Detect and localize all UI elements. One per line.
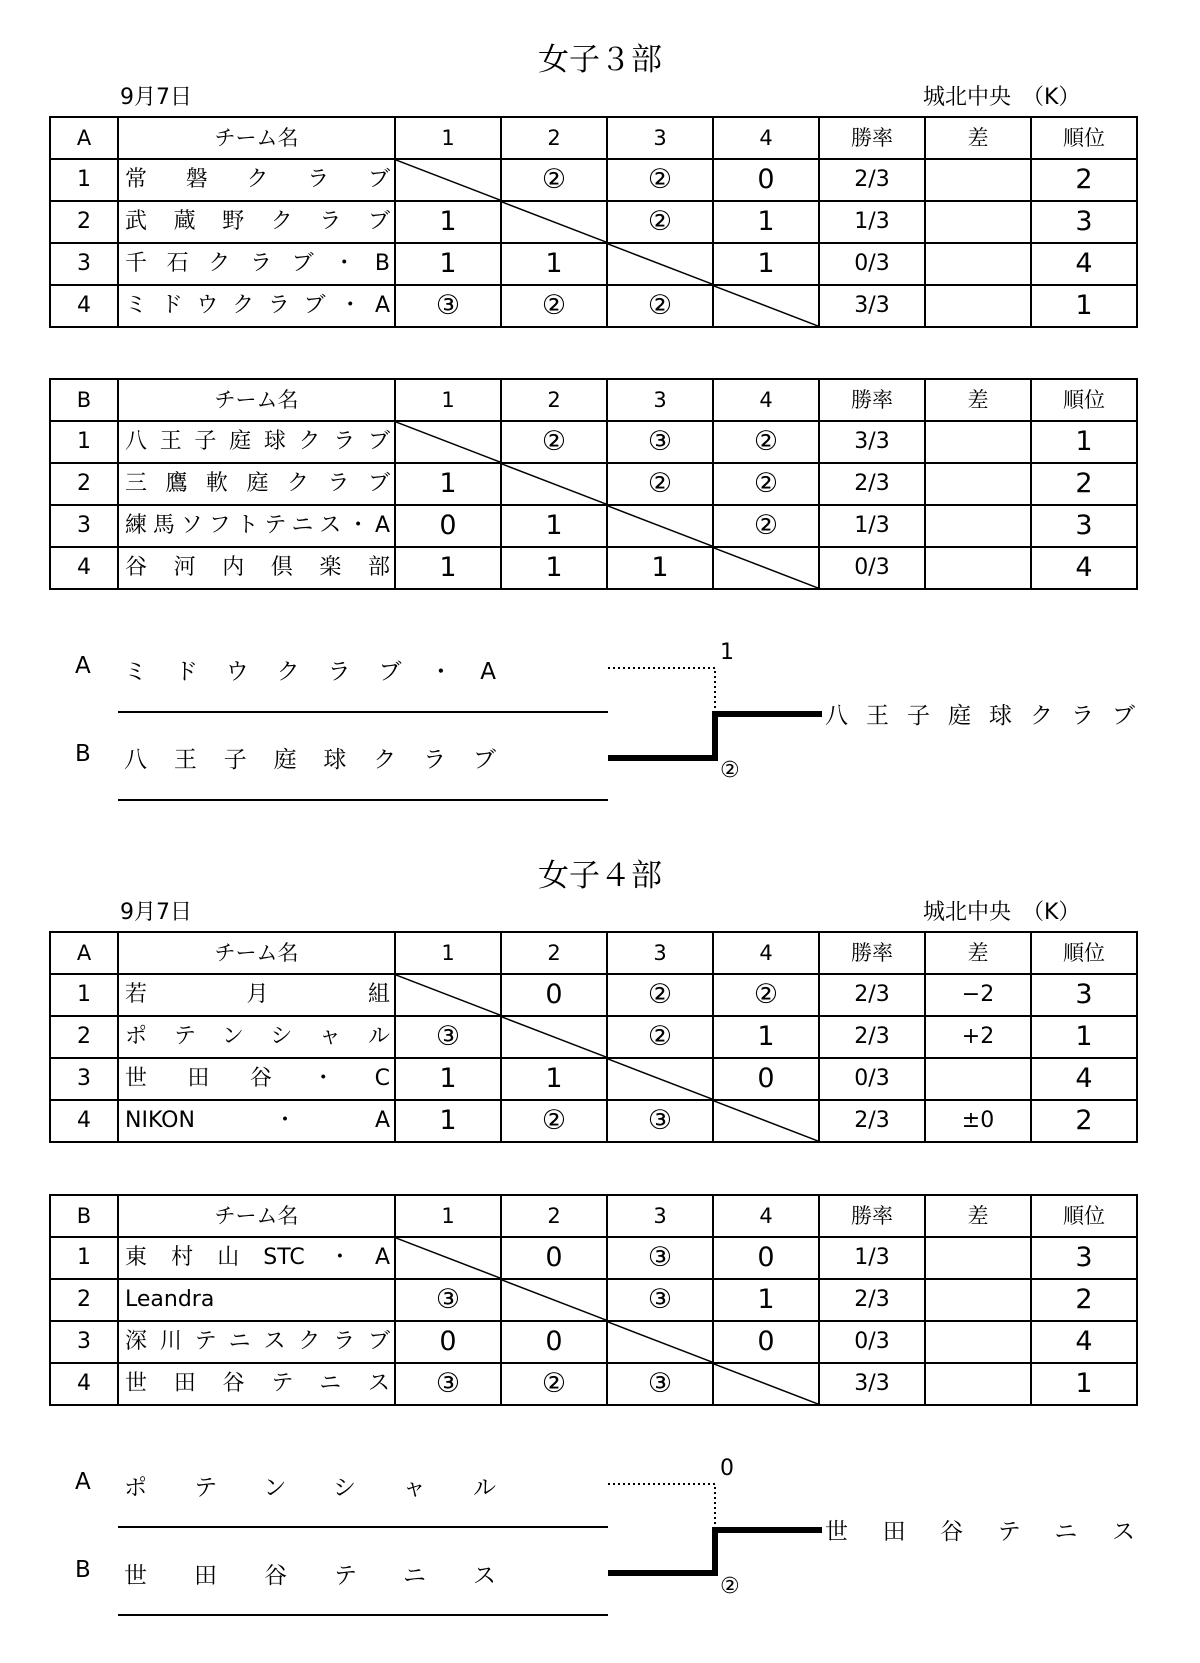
score-cell: ③ bbox=[395, 285, 501, 327]
team-name: 深川テニスクラブ bbox=[118, 1321, 395, 1363]
point-diff bbox=[925, 1058, 1031, 1100]
score-cell: ③ bbox=[607, 1363, 713, 1405]
final-a-label: A bbox=[75, 653, 91, 679]
team-name: 八王子庭球クラブ bbox=[118, 421, 395, 463]
score-cell: 1 bbox=[395, 201, 501, 243]
point-diff bbox=[925, 1363, 1031, 1405]
header-diff: 差 bbox=[925, 379, 1031, 421]
rank: 3 bbox=[1031, 201, 1137, 243]
header-col-1: 1 bbox=[395, 117, 501, 159]
header-col-4: 4 bbox=[713, 117, 819, 159]
final-b-label: B bbox=[75, 741, 91, 767]
rank: 1 bbox=[1031, 285, 1137, 327]
row-number: 4 bbox=[50, 1363, 118, 1405]
table-row bbox=[50, 1363, 1137, 1405]
score-cell: 1 bbox=[607, 547, 713, 589]
score-cell: 0 bbox=[713, 159, 819, 201]
header-rate: 勝率 bbox=[819, 379, 925, 421]
win-rate: 2/3 bbox=[819, 1016, 925, 1058]
diagonal-line bbox=[502, 1280, 606, 1320]
score-cell: ② bbox=[713, 505, 819, 547]
score-cell: 0 bbox=[395, 505, 501, 547]
score-cell: 1 bbox=[501, 547, 607, 589]
header-diff: 差 bbox=[925, 1195, 1031, 1237]
rank: 1 bbox=[1031, 1016, 1137, 1058]
row-number: 2 bbox=[50, 1279, 118, 1321]
table-row bbox=[50, 1100, 1137, 1142]
row-number: 1 bbox=[50, 974, 118, 1016]
score-cell: ② bbox=[501, 159, 607, 201]
point-diff bbox=[925, 1321, 1031, 1363]
header-team: チーム名 bbox=[118, 1195, 395, 1237]
group-label: A bbox=[50, 932, 118, 974]
row-number: 2 bbox=[50, 463, 118, 505]
rank: 2 bbox=[1031, 1100, 1137, 1142]
score-cell: 0 bbox=[713, 1321, 819, 1363]
score-cell: 1 bbox=[713, 243, 819, 285]
venue: 城北中央 （K） bbox=[923, 85, 1081, 110]
diagonal-line bbox=[608, 1322, 712, 1362]
score-cell: 1 bbox=[395, 463, 501, 505]
header-col-4: 4 bbox=[713, 1195, 819, 1237]
final-a-label: A bbox=[75, 1469, 91, 1495]
score-cell: ② bbox=[713, 421, 819, 463]
header-rate: 勝率 bbox=[819, 117, 925, 159]
win-rate: 2/3 bbox=[819, 1279, 925, 1321]
header-col-3: 3 bbox=[607, 379, 713, 421]
score-cell bbox=[713, 1100, 819, 1142]
header-diff: 差 bbox=[925, 117, 1031, 159]
win-rate: 3/3 bbox=[819, 1363, 925, 1405]
team-name: 武蔵野クラブ bbox=[118, 201, 395, 243]
table-row bbox=[50, 1321, 1137, 1363]
win-rate: 1/3 bbox=[819, 201, 925, 243]
score-cell: 0 bbox=[501, 1321, 607, 1363]
win-rate: 2/3 bbox=[819, 974, 925, 1016]
score-cell: ③ bbox=[607, 1100, 713, 1142]
score-cell: ② bbox=[607, 159, 713, 201]
team-name: Leandra bbox=[118, 1279, 395, 1321]
header-rank: 順位 bbox=[1031, 932, 1137, 974]
venue: 城北中央 （K） bbox=[923, 900, 1081, 925]
score-cell: 1 bbox=[395, 243, 501, 285]
row-number: 3 bbox=[50, 243, 118, 285]
rank: 1 bbox=[1031, 421, 1137, 463]
section-title: 女子４部 bbox=[538, 858, 662, 894]
round-robin-table-b bbox=[49, 1194, 1138, 1406]
header-col-3: 3 bbox=[607, 1195, 713, 1237]
header-col-1: 1 bbox=[395, 379, 501, 421]
rank: 4 bbox=[1031, 1321, 1137, 1363]
team-name: 常磐クラブ bbox=[118, 159, 395, 201]
score-cell: 0 bbox=[501, 974, 607, 1016]
rank: 2 bbox=[1031, 159, 1137, 201]
header-col-1: 1 bbox=[395, 1195, 501, 1237]
team-name: 練馬ソフトテニス・A bbox=[118, 505, 395, 547]
score-cell bbox=[501, 1279, 607, 1321]
score-cell: ③ bbox=[395, 1279, 501, 1321]
table-row bbox=[50, 1279, 1137, 1321]
score-cell: ③ bbox=[395, 1363, 501, 1405]
rank: 3 bbox=[1031, 505, 1137, 547]
point-diff: −2 bbox=[925, 974, 1031, 1016]
win-rate: 0/3 bbox=[819, 547, 925, 589]
point-diff bbox=[925, 1237, 1031, 1279]
row-number: 1 bbox=[50, 159, 118, 201]
row-number: 4 bbox=[50, 285, 118, 327]
final-a-team: ミドウクラブ・A bbox=[124, 659, 496, 685]
rank: 4 bbox=[1031, 1058, 1137, 1100]
header-team: チーム名 bbox=[118, 932, 395, 974]
score-cell: ② bbox=[713, 974, 819, 1016]
diagonal-line bbox=[396, 975, 500, 1015]
final-a-team: ポテンシャル bbox=[124, 1475, 496, 1501]
header-diff: 差 bbox=[925, 932, 1031, 974]
row-number: 3 bbox=[50, 1321, 118, 1363]
row-number: 1 bbox=[50, 421, 118, 463]
rank: 1 bbox=[1031, 1363, 1137, 1405]
score-cell: 1 bbox=[713, 1279, 819, 1321]
header-col-4: 4 bbox=[713, 932, 819, 974]
final-b-team: 八王子庭球クラブ bbox=[124, 747, 496, 773]
team-name: ミドウクラブ・A bbox=[118, 285, 395, 327]
score-cell: ② bbox=[713, 463, 819, 505]
final-b-team: 世田谷テニス bbox=[124, 1563, 496, 1589]
header-team: チーム名 bbox=[118, 117, 395, 159]
rank: 3 bbox=[1031, 974, 1137, 1016]
score-cell: ② bbox=[607, 285, 713, 327]
point-diff bbox=[925, 1279, 1031, 1321]
team-name: 三鷹軟庭クラブ bbox=[118, 463, 395, 505]
header-col-2: 2 bbox=[501, 1195, 607, 1237]
row-number: 3 bbox=[50, 1058, 118, 1100]
header-col-3: 3 bbox=[607, 117, 713, 159]
final-b-score: ② bbox=[720, 758, 740, 783]
header-col-4: 4 bbox=[713, 379, 819, 421]
win-rate: 3/3 bbox=[819, 285, 925, 327]
final-a-score: 1 bbox=[720, 640, 734, 665]
team-name: 世田谷テニス bbox=[118, 1363, 395, 1405]
rank: 2 bbox=[1031, 463, 1137, 505]
score-cell: ③ bbox=[395, 1016, 501, 1058]
score-cell: ② bbox=[501, 421, 607, 463]
score-cell: ② bbox=[501, 285, 607, 327]
diagonal-line bbox=[608, 1059, 712, 1099]
score-cell: 1 bbox=[395, 547, 501, 589]
final-winner: 八王子庭球クラブ bbox=[825, 703, 1135, 729]
score-cell: ③ bbox=[607, 1237, 713, 1279]
point-diff: +2 bbox=[925, 1016, 1031, 1058]
score-cell bbox=[607, 1058, 713, 1100]
win-rate: 0/3 bbox=[819, 243, 925, 285]
score-cell: ② bbox=[607, 974, 713, 1016]
table-header-row bbox=[50, 1195, 1137, 1237]
table-row bbox=[50, 1016, 1137, 1058]
header-rank: 順位 bbox=[1031, 117, 1137, 159]
group-label: A bbox=[50, 117, 118, 159]
score-cell: 0 bbox=[395, 1321, 501, 1363]
row-number: 2 bbox=[50, 201, 118, 243]
score-cell: 1 bbox=[713, 1016, 819, 1058]
win-rate: 1/3 bbox=[819, 1237, 925, 1279]
win-rate: 2/3 bbox=[819, 463, 925, 505]
header-col-2: 2 bbox=[501, 117, 607, 159]
team-name: 千石クラブ・B bbox=[118, 243, 395, 285]
match-date: 9月7日 bbox=[120, 900, 192, 925]
header-col-2: 2 bbox=[501, 932, 607, 974]
score-cell: 1 bbox=[395, 1100, 501, 1142]
score-cell: 0 bbox=[713, 1237, 819, 1279]
score-cell: 1 bbox=[395, 1058, 501, 1100]
final-b-label: B bbox=[75, 1557, 91, 1583]
team-name: NIKON・A bbox=[118, 1100, 395, 1142]
score-cell: ② bbox=[501, 1363, 607, 1405]
point-diff: ±0 bbox=[925, 1100, 1031, 1142]
team-name: 谷河内倶楽部 bbox=[118, 547, 395, 589]
win-rate: 0/3 bbox=[819, 1321, 925, 1363]
score-cell: ② bbox=[501, 1100, 607, 1142]
round-robin-table-a bbox=[49, 931, 1138, 1143]
score-cell: ③ bbox=[607, 421, 713, 463]
header-team: チーム名 bbox=[118, 379, 395, 421]
table-header-row bbox=[50, 932, 1137, 974]
final-winner: 世田谷テニス bbox=[825, 1519, 1135, 1545]
diagonal-line bbox=[714, 1364, 818, 1404]
score-cell: ③ bbox=[607, 1279, 713, 1321]
score-cell: ② bbox=[607, 201, 713, 243]
match-date: 9月7日 bbox=[120, 85, 192, 110]
win-rate: 2/3 bbox=[819, 1100, 925, 1142]
score-cell bbox=[607, 1321, 713, 1363]
team-name: 東村山STC・A bbox=[118, 1237, 395, 1279]
row-number: 4 bbox=[50, 547, 118, 589]
diagonal-line bbox=[714, 1101, 818, 1141]
header-col-3: 3 bbox=[607, 932, 713, 974]
row-number: 1 bbox=[50, 1237, 118, 1279]
score-cell bbox=[395, 974, 501, 1016]
header-col-2: 2 bbox=[501, 379, 607, 421]
table-row bbox=[50, 1237, 1137, 1279]
rank: 3 bbox=[1031, 1237, 1137, 1279]
group-label: B bbox=[50, 1195, 118, 1237]
header-rate: 勝率 bbox=[819, 932, 925, 974]
group-label: B bbox=[50, 379, 118, 421]
section-title: 女子３部 bbox=[538, 42, 662, 78]
rank: 4 bbox=[1031, 243, 1137, 285]
header-rate: 勝率 bbox=[819, 1195, 925, 1237]
score-cell: 0 bbox=[713, 1058, 819, 1100]
header-col-1: 1 bbox=[395, 932, 501, 974]
diagonal-line bbox=[396, 1238, 500, 1278]
win-rate: 0/3 bbox=[819, 1058, 925, 1100]
win-rate: 1/3 bbox=[819, 505, 925, 547]
final-b-score: ② bbox=[720, 1574, 740, 1599]
win-rate: 3/3 bbox=[819, 421, 925, 463]
score-cell: 1 bbox=[501, 243, 607, 285]
team-name: 若月組 bbox=[118, 974, 395, 1016]
final-a-score: 0 bbox=[720, 1456, 734, 1481]
diagonal-line bbox=[502, 1017, 606, 1057]
rank: 2 bbox=[1031, 1279, 1137, 1321]
score-cell: 1 bbox=[713, 201, 819, 243]
team-name: ポテンシャル bbox=[118, 1016, 395, 1058]
score-cell: ② bbox=[607, 1016, 713, 1058]
score-cell: 0 bbox=[501, 1237, 607, 1279]
team-name: 世田谷・C bbox=[118, 1058, 395, 1100]
score-cell bbox=[395, 1237, 501, 1279]
row-number: 4 bbox=[50, 1100, 118, 1142]
row-number: 3 bbox=[50, 505, 118, 547]
score-cell: ② bbox=[607, 463, 713, 505]
table-row bbox=[50, 1058, 1137, 1100]
rank: 4 bbox=[1031, 547, 1137, 589]
score-cell bbox=[501, 1016, 607, 1058]
header-rank: 順位 bbox=[1031, 379, 1137, 421]
table-row bbox=[50, 974, 1137, 1016]
score-cell bbox=[713, 1363, 819, 1405]
header-rank: 順位 bbox=[1031, 1195, 1137, 1237]
win-rate: 2/3 bbox=[819, 159, 925, 201]
score-cell: 1 bbox=[501, 1058, 607, 1100]
row-number: 2 bbox=[50, 1016, 118, 1058]
score-cell: 1 bbox=[501, 505, 607, 547]
